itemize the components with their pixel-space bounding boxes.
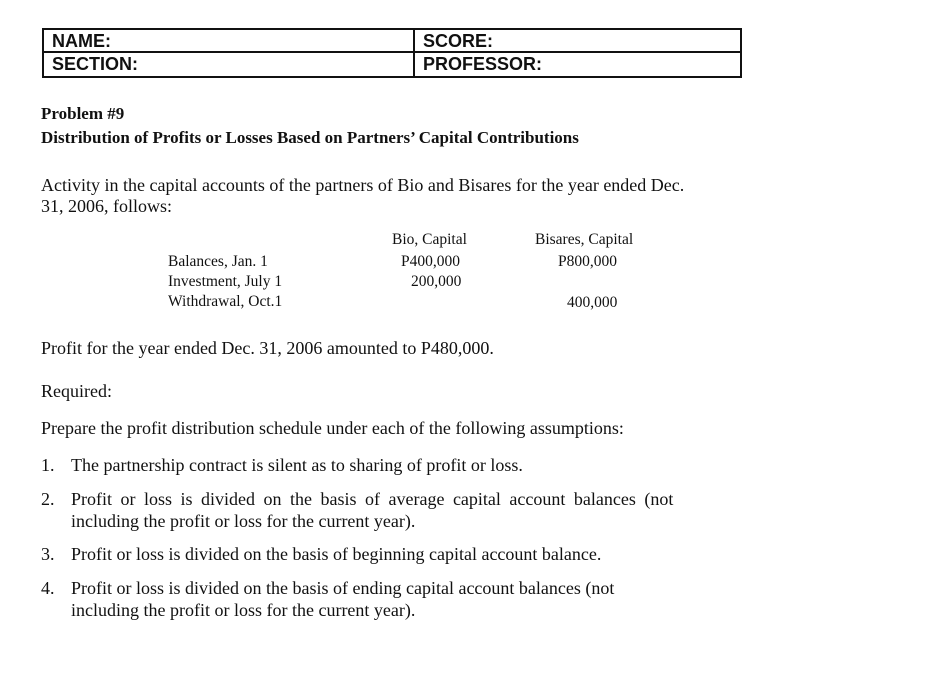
problem-title: Distribution of Profits or Losses Based on Partners’ Capital Contributions — [41, 128, 579, 147]
bisares-balance-value: P800,000 — [558, 253, 617, 270]
intro-line-2: 31, 2006, follows: — [41, 196, 173, 216]
assumption-number: 4. — [41, 578, 55, 598]
assumption-number: 1. — [41, 455, 55, 475]
row-label-balances: Balances, Jan. 1 — [168, 253, 268, 270]
bisares-withdrawal-value: 400,000 — [567, 294, 618, 311]
bio-investment-value: 200,000 — [411, 273, 462, 290]
name-field — [44, 30, 415, 53]
assumption-text: Profit or loss is divided on the basis of ending capital account balances (not — [71, 578, 615, 598]
required-label: Required: — [41, 381, 112, 401]
bio-balance-value: P400,000 — [401, 253, 460, 270]
score-field — [415, 30, 740, 53]
section-field — [44, 53, 415, 76]
score-label: SCORE: — [423, 31, 494, 51]
name-label: NAME: — [52, 31, 111, 51]
profit-statement: Profit for the year ended Dec. 31, 2006 amounted to P480,000. — [41, 338, 494, 358]
assumption-text-continued: including the profit or loss for the current year). — [71, 511, 416, 531]
assumption-text: Profit or loss is divided on the basis of beginning capital account balance. — [71, 544, 602, 564]
professor-label: PROFESSOR: — [423, 54, 543, 74]
column-header-bio: Bio, Capital — [392, 231, 467, 248]
assumption-text: The partnership contract is silent as to sharing of profit or loss. — [71, 455, 523, 475]
intro-line-1: Activity in the capital accounts of the partners of Bio and Bisares for the year ended Dec. — [41, 175, 685, 195]
professor-field — [415, 53, 740, 76]
assumption-number: 2. — [41, 489, 55, 509]
row-label-withdrawal: Withdrawal, Oct.1 — [168, 293, 283, 310]
assumption-text: Profit or loss is divided on the basis of average capital account balances (not — [71, 489, 674, 509]
prepare-instruction: Prepare the profit distribution schedule under each of the following assumptions: — [41, 418, 624, 438]
assumption-text-continued: including the profit or loss for the current year). — [71, 600, 416, 620]
problem-number: Problem #9 — [41, 104, 125, 123]
student-info-box — [42, 28, 742, 78]
column-header-bisares: Bisares, Capital — [535, 231, 634, 248]
assumption-number: 3. — [41, 544, 55, 564]
section-label: SECTION: — [52, 54, 139, 74]
row-label-investment: Investment, July 1 — [168, 273, 283, 290]
